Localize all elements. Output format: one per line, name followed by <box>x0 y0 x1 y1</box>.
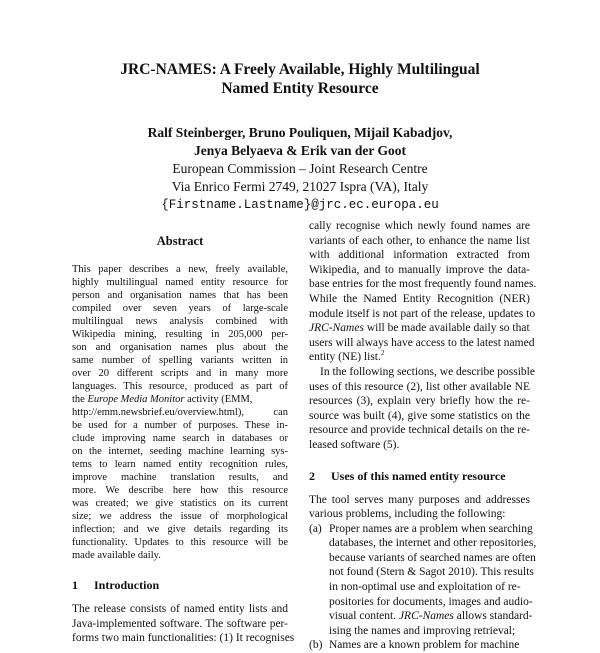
jrc-names-term: JRC-Names <box>309 322 364 335</box>
list-item <box>309 624 530 639</box>
abstract-line: languages. This resource, produced as part of <box>72 381 288 392</box>
author-names-line-2: Jenya Belyaeva & Erik van der Goot <box>194 143 406 158</box>
list-item <box>309 638 530 653</box>
list-text: not found (Stern & Sagot 2010). This results <box>329 566 534 579</box>
section-2-heading <box>309 469 530 483</box>
address: Via Enrico Fermi 2749, 21027 Ispra (VA), Italy <box>171 179 429 194</box>
author-names-line-1: Ralf Steinberger, Bruno Pouliquen, Mijail Kabadjov, <box>147 125 453 140</box>
body-line: cally recognise which newly found names are <box>309 220 530 232</box>
abstract-line: same number of spelling variants written in <box>72 355 288 366</box>
jrc-names-term: JRC-Names <box>398 610 454 623</box>
abstract-line: made available daily. <box>72 550 161 561</box>
list-item <box>309 522 533 537</box>
body-line: Wikipedia, and to manually improve the data- <box>309 263 530 276</box>
abstract-line: clude improving name search in databases or <box>72 433 288 444</box>
abstract-text: activity (EMM, <box>184 394 253 405</box>
title-line-1: JRC-NAMES: A Freely Available, Highly Multilingual <box>120 61 480 78</box>
abstract-text: the <box>72 394 88 405</box>
body-line: users will always have access to the latest named <box>309 336 535 349</box>
body-line: forms two main functionalities: (1) It recognises <box>72 632 295 645</box>
abstract-line: This paper describes a new, freely available, <box>72 264 288 275</box>
affiliation: European Commission – Joint Research Centre <box>172 161 428 176</box>
abstract-line: person and organisation names that has been <box>72 290 288 301</box>
abstract-line: was created; we give statistics on its current <box>72 498 288 509</box>
body-line <box>309 321 530 336</box>
abstract-line <box>72 393 288 406</box>
abstract-line: size; we address the issue of morphological <box>72 511 288 522</box>
list-text: allows standard- <box>453 610 533 623</box>
body-line: leased software (5). <box>309 438 400 451</box>
list-text: Proper names are a problem when searching <box>329 522 533 535</box>
body-line: Java-implemented software. The software per- <box>72 617 288 630</box>
body-line: While the Named Entity Recognition (NER) <box>309 292 530 305</box>
list-item <box>309 580 530 595</box>
list-marker: (b) <box>309 639 323 652</box>
abstract-body <box>72 263 288 562</box>
list-text: in non-optimal use and exploitation of re- <box>329 581 521 594</box>
list-item <box>309 536 537 551</box>
abstract-line: compiled over seven years of large-scale <box>72 303 288 314</box>
abstract-line: tems to learn named entity recognition rules, <box>72 459 288 470</box>
list-item <box>309 551 536 566</box>
body-line: The release consists of named entity lists and <box>72 603 288 615</box>
body-text: entity (NE) list. <box>309 351 381 364</box>
body-line: module itself is not part of the release, updates to <box>309 307 536 320</box>
body-line: resources (3), explain very briefly how the re- <box>309 395 530 408</box>
list-text: ising the names and improving retrieval; <box>329 624 516 637</box>
body-line: In the following sections, we describe possible <box>320 365 535 378</box>
abstract-line: on the internet, seeding machine learning sys- <box>72 446 288 457</box>
body-line: The tool serves many purposes and addresses <box>309 493 530 506</box>
emm-name: Europe Media Monitor <box>87 394 185 405</box>
abstract-line: over 20 different scripts and in many more <box>72 368 288 379</box>
body-line: various problems, including the following: <box>309 508 506 521</box>
list-text: databases, the internet and other repositories, <box>329 537 537 550</box>
list-item <box>309 565 534 580</box>
abstract-line: functionality. Updates to this resource will be <box>72 537 288 548</box>
abstract-line: highly multilingual named entity resource for <box>72 277 288 288</box>
body-line: uses of this resource (2), list other available NE <box>309 380 530 393</box>
body-text: will be made available daily so that <box>363 322 530 335</box>
body-line: variants of each other, to enhance the name list <box>309 234 530 247</box>
abstract-line: more. We describe here how this resource <box>72 485 288 496</box>
abstract-line: improve machine translation results, and <box>72 472 288 483</box>
abstract-heading: Abstract <box>156 234 204 248</box>
section-title: Introduction <box>94 578 160 592</box>
body-line: with additional information extracted from <box>309 249 530 262</box>
body-line: source was built (4), give some statistics on the <box>309 409 530 422</box>
title-line-2: Named Entity Resource <box>221 80 379 97</box>
emm-url-link: http://emm.newsbrief.eu/overview.html), can <box>72 407 288 418</box>
abstract-line: inflection; and we give details regarding its <box>72 524 288 535</box>
body-line: base entries for the most frequently found names. <box>309 278 537 291</box>
paper-title <box>0 60 600 98</box>
section-number: 2 <box>309 468 315 483</box>
section-title: Uses of this named entity resource <box>331 468 506 483</box>
list-text: positories for documents, images and audio- <box>329 595 533 608</box>
email: {Firstname.Lastname}@jrc.ec.europa.eu <box>161 198 439 212</box>
section-number: 1 <box>72 578 78 592</box>
body-line <box>309 350 530 365</box>
list-marker: (a) <box>309 522 322 535</box>
left-column <box>72 234 295 646</box>
footnote-marker: 2 <box>380 349 385 358</box>
list-text: Names are a known problem for machine <box>329 639 520 652</box>
body-line: resource and provide technical details on the re- <box>309 424 530 437</box>
right-column <box>309 219 537 653</box>
section-1-heading <box>72 578 288 592</box>
abstract-line: be used for a number of purposes. These in- <box>72 420 288 431</box>
list-item <box>309 609 533 624</box>
author-block <box>0 124 600 214</box>
list-item <box>309 595 533 610</box>
list-text: because variants of searched names are often <box>329 551 536 564</box>
list-text: visual content. <box>329 610 399 623</box>
abstract-line: multilingual news analysis combined with <box>72 316 288 327</box>
abstract-line: son and organisation names plus about the <box>72 342 288 353</box>
abstract-line: Wikipedia mining, resulting in 205,000 per- <box>72 329 288 340</box>
